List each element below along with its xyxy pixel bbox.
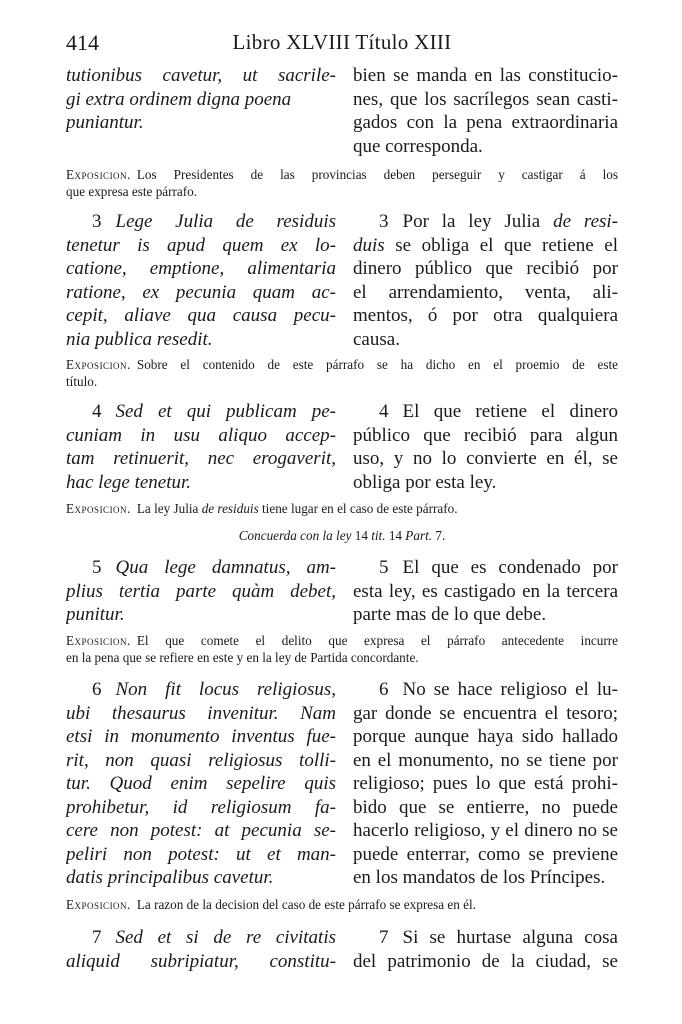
exposicion-text: que expresa este párrafo.: [66, 184, 198, 199]
spanish-line: bido que se entierre, no puede: [353, 796, 618, 818]
paragraph-4: [66, 400, 618, 496]
exposicion-3: [66, 356, 618, 390]
paragraph-number: 7: [92, 927, 102, 948]
latin-column: [66, 210, 336, 351]
latin-line: punitur.: [66, 604, 125, 625]
exposicion-label: Exposicion.: [66, 167, 131, 182]
latin-line: ubi thesaurus invenitur. Nam: [66, 702, 336, 724]
paragraph-5: [66, 556, 618, 628]
exposicion-text: La razon de la decision del caso de este párrafo se expresa en él.: [136, 897, 476, 912]
spanish-line: dinero público que recibió por: [353, 258, 618, 279]
concordance-title-number: 14: [388, 528, 402, 543]
spanish-line: público que recibió para algun: [353, 424, 618, 446]
paragraph-3: [66, 210, 618, 352]
exposicion-latin-term: de residuis: [201, 501, 259, 516]
latin-line: plius tertia parte quàm debet,: [66, 580, 336, 602]
spanish-column: [353, 64, 618, 158]
spanish-line: hacerlo religioso, y el dinero no se: [353, 820, 618, 841]
latin-column: [66, 678, 336, 890]
spanish-line: porque aunque haya sido hallado: [353, 726, 618, 747]
exposicion-6: [66, 896, 618, 913]
exposicion-text: Los Presidentes de las provincias deben perseguir y castigar á los: [136, 167, 618, 182]
paragraph-number: 3: [379, 211, 389, 232]
latin-line: rit, non quasi religiosus tolli-: [66, 749, 336, 771]
concordance-text: Concuerda con la ley: [238, 528, 352, 543]
exposicion-text: en la pena que se refiere en este y en la ley de Partida concordante.: [66, 650, 419, 665]
latin-line: cere non potest: at pecunia se-: [66, 820, 336, 841]
spanish-line: se obliga el que retiene el: [395, 234, 618, 256]
latin-line: hac lege tenetur.: [66, 471, 192, 493]
latin-line: puniantur.: [66, 112, 144, 133]
spanish-line: en el monumento, no se tiene por: [353, 749, 618, 771]
latin-line: tam retinuerit, nec erogaverit,: [66, 448, 336, 469]
spanish-line: parte mas de lo que debe.: [353, 604, 547, 625]
spanish-line: causa.: [353, 328, 400, 350]
spanish-line: el arrendamiento, venta, ali-: [353, 281, 618, 303]
concordance-title-abbr: tit.: [371, 528, 386, 543]
latin-line: gi extra ordinem digna poena: [66, 88, 292, 110]
concordance-law-number: 14: [354, 528, 368, 543]
spanish-line: bien se manda en las constitucio-: [353, 65, 618, 86]
paragraph-number: 5: [379, 557, 389, 578]
latin-column: [66, 400, 336, 494]
latin-line: tenetur is apud quem ex lo-: [66, 234, 336, 256]
spanish-line: gar donde se encuentra el tesoro;: [353, 702, 618, 724]
exposicion-text: La ley Julia: [136, 501, 199, 516]
paragraph-number: 6: [379, 679, 389, 700]
spanish-line: El que es condenado por: [402, 557, 618, 578]
paragraph-number: 4: [92, 401, 102, 422]
spanish-line: en los mandatos de los Príncipes.: [353, 867, 606, 888]
latin-line: tutionibus cavetur, ut sacrile-: [66, 65, 336, 86]
exposicion-text: Sobre el contenido de este párrafo se ha dicho en el proemio de este: [136, 357, 618, 372]
spanish-column: [353, 926, 618, 973]
spanish-line: El que retiene el dinero: [402, 401, 618, 422]
latin-line: ratione, ex pecunia quam ac-: [66, 281, 336, 303]
latin-line: cuniam in usu aliquo accep-: [66, 424, 336, 446]
latin-column: [66, 64, 336, 135]
latin-line: nia publica resedit.: [66, 328, 213, 350]
exposicion-label: Exposicion.: [66, 897, 131, 912]
spanish-line: esta ley, es castigado en la tercera: [353, 580, 618, 602]
concordance-part-abbr: Part.: [405, 528, 433, 543]
spanish-column: [353, 678, 618, 890]
spanish-column: [353, 210, 618, 351]
spanish-column: [353, 400, 618, 494]
spanish-line: que corresponda.: [353, 135, 483, 157]
latin-line: tur. Quod enim sepelire quis: [66, 773, 336, 794]
latin-line: cepit, aliave qua causa pecu-: [66, 305, 336, 326]
latin-line: Sed et si de re civitatis: [115, 927, 336, 948]
spanish-latin-term: de resi-: [553, 211, 618, 232]
spanish-line: gados con la pena extraordinaria: [353, 112, 618, 133]
exposicion-5: [66, 632, 618, 666]
paragraph-number: 5: [92, 557, 102, 578]
paragraph-2-continuation: [66, 64, 618, 158]
latin-line: catione, emptione, alimentaria: [66, 258, 336, 279]
latin-line: Non fit locus religiosus,: [115, 679, 336, 700]
latin-line: prohibetur, id religiosum fa-: [66, 796, 336, 818]
spanish-line: uso, y no lo convierte en él, se: [353, 448, 618, 469]
spanish-line: Por la ley Julia: [402, 211, 541, 232]
paragraph-number: 4: [379, 401, 389, 422]
exposicion-text: título.: [66, 374, 98, 389]
spanish-line: obliga por esta ley.: [353, 471, 497, 493]
spanish-line: religioso; pues lo que está prohi-: [353, 773, 618, 794]
paragraph-number: 7: [379, 927, 389, 948]
latin-line: aliquid subripiatur, constitu-: [66, 950, 336, 972]
paragraph-number: 3: [92, 211, 102, 232]
latin-line: Qua lege damnatus, am-: [115, 557, 336, 578]
latin-line: datis principalibus cavetur.: [66, 867, 274, 888]
spanish-line: del patrimonio de la ciudad, se: [353, 950, 618, 972]
page-header: [66, 30, 618, 60]
exposicion-label: Exposicion.: [66, 501, 131, 516]
concordance-part-number: 7.: [435, 528, 446, 543]
spanish-line: No se hace religioso el lu-: [402, 679, 618, 700]
latin-line: peliri non potest: ut et man-: [66, 843, 336, 865]
spanish-line: mentos, ó por otra qualquiera: [353, 305, 618, 326]
exposicion-text: El que comete el delito que expresa el párrafo antecedente incurre: [136, 633, 618, 648]
paragraph-7: [66, 926, 618, 976]
latin-line: Lege Julia de residuis: [115, 211, 336, 232]
spanish-line: Si se hurtase alguna cosa: [402, 927, 618, 948]
spanish-column: [353, 556, 618, 627]
exposicion-label: Exposicion.: [66, 633, 131, 648]
exposicion-text: tiene lugar en el caso de este párrafo.: [262, 501, 458, 516]
latin-column: [66, 926, 336, 973]
spanish-line: puede enterrar, como se previene: [353, 843, 618, 865]
exposicion-label: Exposicion.: [66, 357, 131, 372]
latin-line: Sed et qui publicam pe-: [115, 401, 336, 422]
spanish-line: nes, que los sacrílegos sean casti-: [353, 88, 618, 110]
exposicion-4: [66, 500, 618, 517]
latin-line: etsi in monumento inventus fue-: [66, 726, 336, 747]
running-title: Libro XLVIII Título XIII: [232, 30, 452, 54]
spanish-latin-term: duis: [353, 234, 385, 256]
concordance-note: [66, 528, 618, 544]
exposicion-2: [66, 166, 618, 200]
latin-column: [66, 556, 336, 627]
paragraph-6: [66, 678, 618, 892]
paragraph-number: 6: [92, 679, 102, 700]
page-number: 414: [66, 30, 99, 55]
